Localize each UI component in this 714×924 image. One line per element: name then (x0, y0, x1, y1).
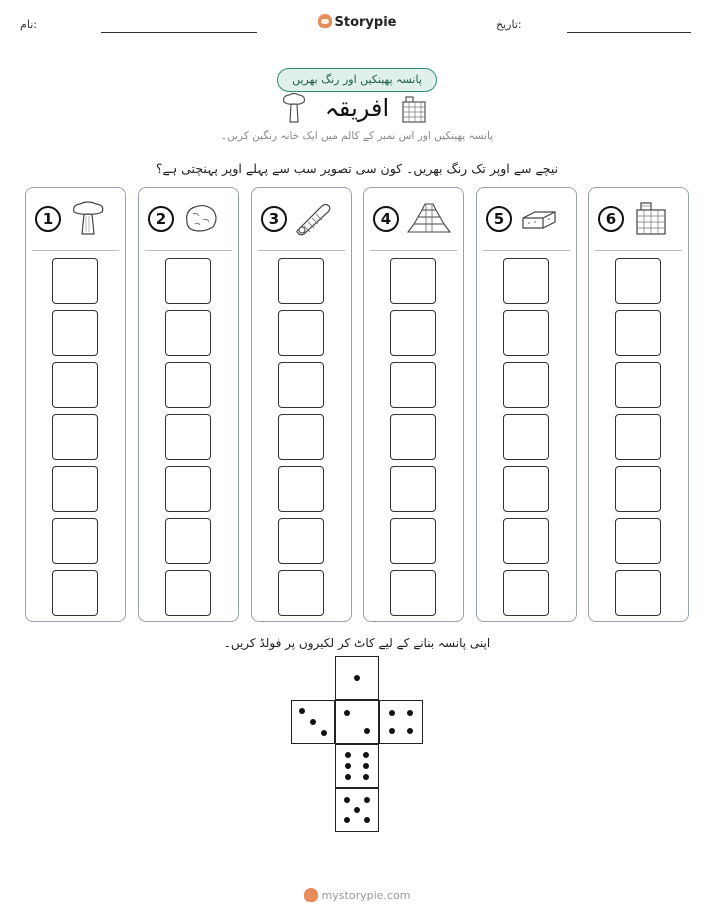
column-divider (32, 250, 119, 251)
date-label: تاریخ: (496, 18, 522, 31)
column-4 (363, 187, 464, 622)
color-box[interactable] (52, 466, 98, 512)
color-box[interactable] (390, 466, 436, 512)
color-box[interactable] (503, 414, 549, 460)
color-box[interactable] (503, 310, 549, 356)
column-divider (258, 250, 345, 251)
column-number: 1 (35, 206, 61, 232)
color-box[interactable] (52, 414, 98, 460)
color-box[interactable] (615, 466, 661, 512)
brand-name: Storypie (334, 15, 397, 30)
question: نیچے سے اوپر تک رنگ بھریں۔ کون سی تصویر سب سے پہلے اوپر پہنچتی ہے؟ (155, 161, 559, 176)
color-box[interactable] (52, 362, 98, 408)
column-number: 3 (261, 206, 287, 232)
die-pip (310, 719, 316, 725)
die-pip (363, 752, 369, 758)
color-box[interactable] (278, 518, 324, 564)
die-pip (344, 710, 350, 716)
color-box[interactable] (165, 570, 211, 616)
color-box[interactable] (503, 518, 549, 564)
die-face-1 (335, 656, 379, 700)
color-box[interactable] (52, 258, 98, 304)
color-box[interactable] (615, 310, 661, 356)
die-pip (344, 817, 350, 823)
die-pip (344, 797, 350, 803)
column-5 (476, 187, 577, 622)
die-pip (364, 817, 370, 823)
scroll-icon (294, 200, 334, 236)
color-box[interactable] (278, 414, 324, 460)
die-face-2 (335, 700, 379, 744)
title-row (0, 92, 714, 126)
color-box[interactable] (278, 362, 324, 408)
activity-tag: پانسہ پھینکیں اور رنگ بھریں (277, 68, 437, 92)
die-face-3 (291, 700, 335, 744)
die-pip (389, 710, 395, 716)
column-3 (251, 187, 352, 622)
color-box[interactable] (503, 258, 549, 304)
rock-icon (181, 200, 221, 236)
die-pip (363, 774, 369, 780)
die-pip (354, 675, 360, 681)
color-box[interactable] (278, 310, 324, 356)
fold-instruction: اپنی پانسہ بنانے کے لیے کاٹ کر لکیروں پر فولڈ کریں۔ (223, 636, 491, 650)
column-divider (370, 250, 457, 251)
die-pip (354, 807, 360, 813)
color-box[interactable] (165, 466, 211, 512)
die-face-5 (335, 788, 379, 832)
die-pip (407, 710, 413, 716)
color-box[interactable] (390, 414, 436, 460)
ruins-tower-icon (631, 200, 671, 236)
color-box[interactable] (615, 362, 661, 408)
color-box[interactable] (52, 570, 98, 616)
die-face-6 (335, 744, 379, 788)
column-divider (145, 250, 232, 251)
page-title: افریقہ (324, 94, 390, 122)
column-number: 6 (598, 206, 624, 232)
column-number: 4 (373, 206, 399, 232)
color-box[interactable] (278, 466, 324, 512)
column-2 (138, 187, 239, 622)
storypie-logo-icon (304, 888, 318, 902)
instructions: پانسہ پھینکیں اور اس نمبر کے کالم میں ایک خانہ رنگین کریں۔ (220, 130, 494, 142)
die-face-4 (379, 700, 423, 744)
column-divider (483, 250, 570, 251)
color-box[interactable] (390, 362, 436, 408)
die-pip (321, 730, 327, 736)
storypie-logo-icon (318, 14, 332, 28)
die-pip (345, 752, 351, 758)
column-number: 5 (486, 206, 512, 232)
column-1 (25, 187, 126, 622)
die-pip (345, 763, 351, 769)
name-label: نام: (20, 18, 37, 31)
footer (0, 888, 714, 902)
pyramid-icon (406, 200, 452, 236)
color-box[interactable] (503, 466, 549, 512)
color-box[interactable] (278, 570, 324, 616)
die-pip (345, 774, 351, 780)
name-line[interactable] (101, 32, 257, 33)
color-box[interactable] (165, 258, 211, 304)
footer-site[interactable]: mystorypie.com (321, 889, 411, 902)
die-pip (299, 708, 305, 714)
color-box[interactable] (165, 362, 211, 408)
column-6 (588, 187, 689, 622)
die-pip (364, 728, 370, 734)
color-box[interactable] (615, 258, 661, 304)
color-box[interactable] (278, 258, 324, 304)
die-pip (363, 763, 369, 769)
date-line[interactable] (567, 32, 691, 33)
color-box[interactable] (390, 518, 436, 564)
color-box[interactable] (615, 518, 661, 564)
baobab-tree-icon (68, 200, 108, 236)
color-box[interactable] (503, 362, 549, 408)
color-box[interactable] (615, 414, 661, 460)
brick-icon (519, 200, 559, 236)
brand (0, 14, 714, 30)
color-box[interactable] (615, 570, 661, 616)
color-box[interactable] (165, 414, 211, 460)
color-box[interactable] (390, 258, 436, 304)
column-number: 2 (148, 206, 174, 232)
die-pip (364, 797, 370, 803)
color-box[interactable] (165, 310, 211, 356)
color-box[interactable] (503, 570, 549, 616)
die-pip (407, 728, 413, 734)
color-box[interactable] (390, 310, 436, 356)
color-box[interactable] (52, 518, 98, 564)
die-pip (389, 728, 395, 734)
column-divider (595, 250, 682, 251)
ruins-tower-icon (400, 94, 428, 124)
color-box[interactable] (165, 518, 211, 564)
color-box[interactable] (390, 570, 436, 616)
color-box[interactable] (52, 310, 98, 356)
